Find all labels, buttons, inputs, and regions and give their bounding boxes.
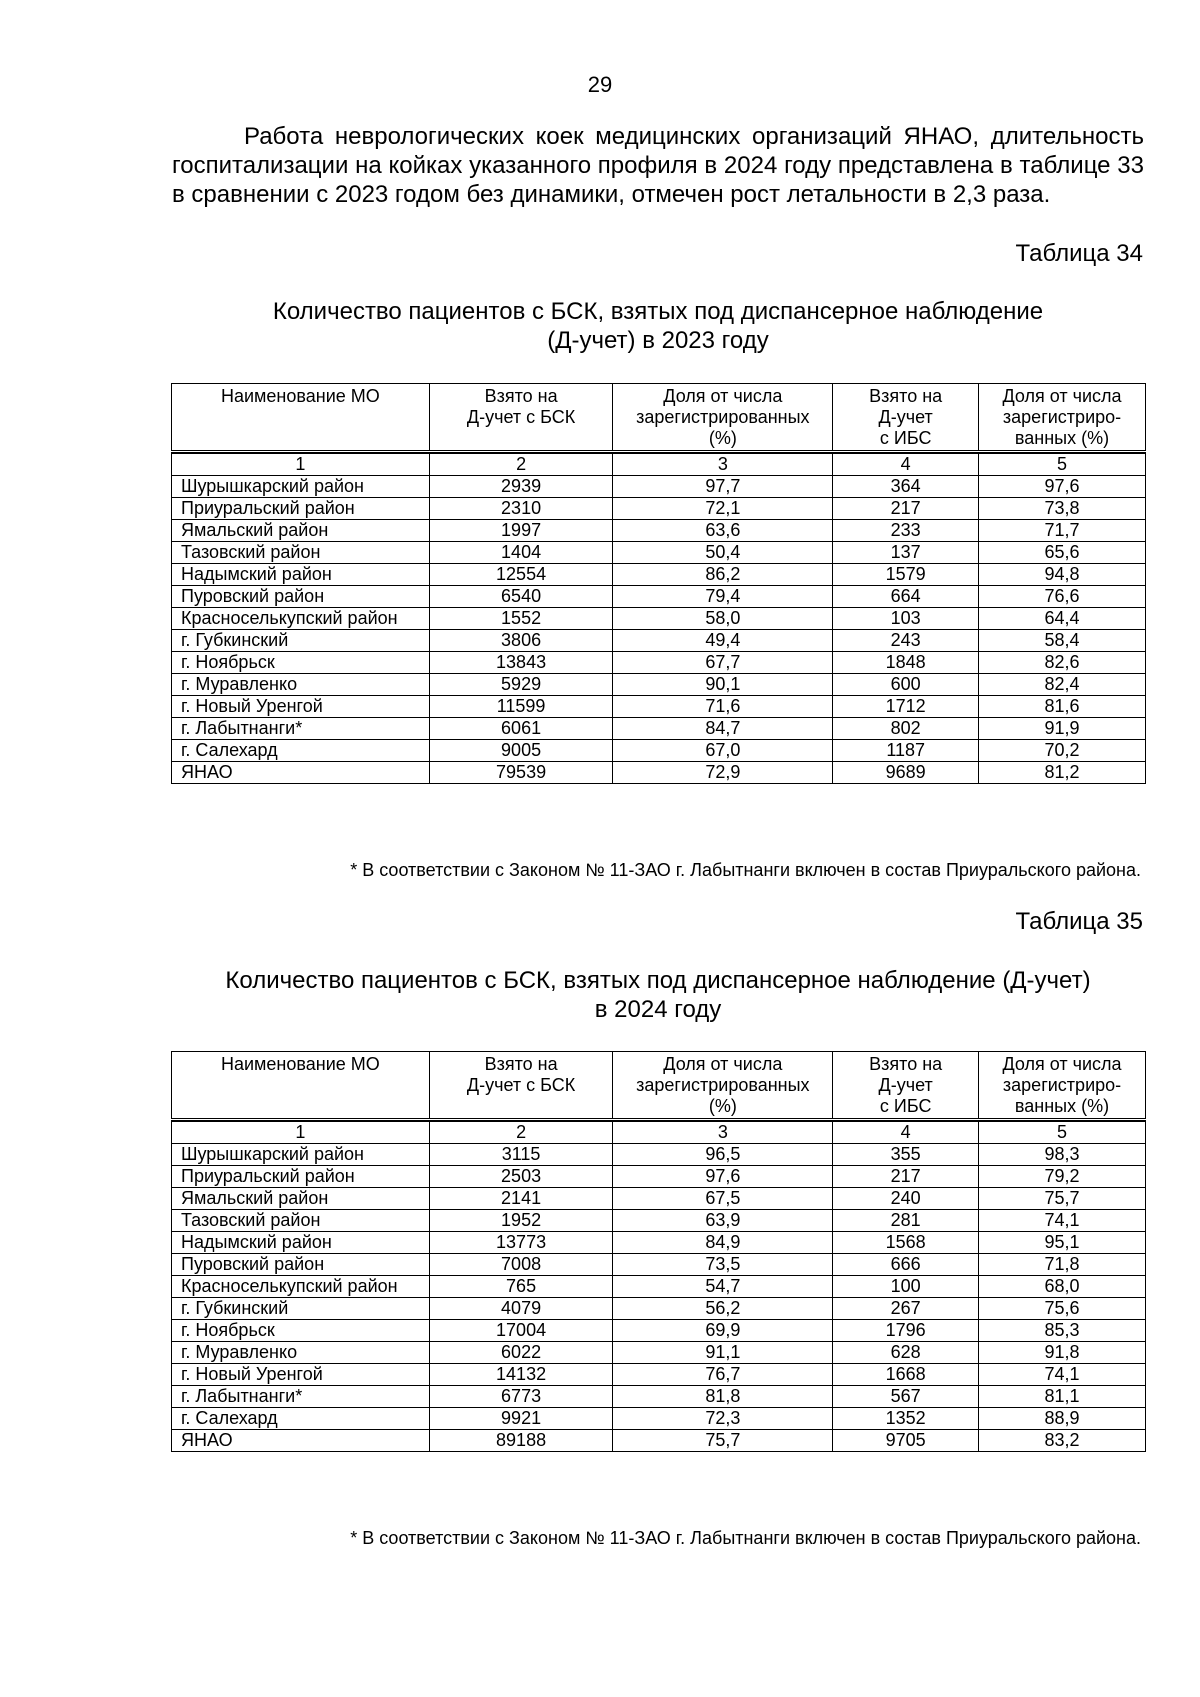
intro-paragraph: Работа неврологических коек медицинских организаций ЯНАО, длительность госпитализации на койках указанного профиля в 2024 году представлена в таблице 33 в сравнении с 2023 годом без динамики, отмечен рост летальности в 2,3 раза. [172, 123, 1144, 208]
table-34-body [172, 476, 1146, 784]
row-value-cell: 70,2 [979, 740, 1146, 762]
header-share-registered-ibs: Доля от числа зарегистриро- ванных (%) [979, 1052, 1146, 1120]
row-value-cell: 240 [833, 1188, 979, 1210]
page-number: 29 [587, 72, 613, 97]
row-value-cell: 664 [833, 586, 979, 608]
row-value-cell: 97,6 [613, 1166, 833, 1188]
row-value-cell: 54,7 [613, 1276, 833, 1298]
row-name-cell: Надымский район [172, 564, 430, 586]
row-value-cell: 97,7 [613, 476, 833, 498]
row-value-cell: 50,4 [613, 542, 833, 564]
table-row [172, 1276, 1146, 1298]
table-row [172, 762, 1146, 784]
row-value-cell: 6022 [429, 1342, 613, 1364]
table-header-row [172, 384, 1146, 452]
col-number: 4 [833, 1122, 979, 1144]
table-row [172, 1386, 1146, 1408]
row-value-cell: 88,9 [979, 1408, 1146, 1430]
table-35-label: Таблица 35 [1015, 908, 1143, 935]
table-row [172, 1254, 1146, 1276]
col-number: 5 [979, 1122, 1146, 1144]
table-row [172, 542, 1146, 564]
row-value-cell: 67,5 [613, 1188, 833, 1210]
row-value-cell: 1952 [429, 1210, 613, 1232]
column-number-row [172, 454, 1146, 476]
row-value-cell: 217 [833, 498, 979, 520]
row-value-cell: 83,2 [979, 1430, 1146, 1452]
row-name-cell: Шурышкарский район [172, 1144, 430, 1166]
table-row [172, 1166, 1146, 1188]
col-number: 1 [172, 1122, 430, 1144]
header-share-registered: Доля от числа зарегистрированных (%) [613, 384, 833, 452]
row-value-cell: 1796 [833, 1320, 979, 1342]
table-row [172, 1320, 1146, 1342]
row-value-cell: 12554 [429, 564, 613, 586]
col-number: 3 [613, 454, 833, 476]
row-value-cell: 3806 [429, 630, 613, 652]
row-value-cell: 97,6 [979, 476, 1146, 498]
col-number: 2 [429, 1122, 613, 1144]
row-value-cell: 765 [429, 1276, 613, 1298]
row-value-cell: 63,9 [613, 1210, 833, 1232]
row-value-cell: 75,7 [979, 1188, 1146, 1210]
row-name-cell: Шурышкарский район [172, 476, 430, 498]
table-35-body [172, 1144, 1146, 1452]
row-value-cell: 74,1 [979, 1210, 1146, 1232]
row-value-cell: 1848 [833, 652, 979, 674]
row-value-cell: 95,1 [979, 1232, 1146, 1254]
table-row [172, 718, 1146, 740]
row-value-cell: 666 [833, 1254, 979, 1276]
row-value-cell: 67,7 [613, 652, 833, 674]
row-name-cell: ЯНАО [172, 762, 430, 784]
table-35-title-line2: в 2024 году [594, 996, 722, 1023]
row-name-cell: Тазовский район [172, 1210, 430, 1232]
table-row [172, 1144, 1146, 1166]
row-value-cell: 79,4 [613, 586, 833, 608]
table-row [172, 1430, 1146, 1452]
row-value-cell: 2939 [429, 476, 613, 498]
row-name-cell: г. Муравленко [172, 1342, 430, 1364]
table-35-title-line1: Количество пациентов с БСК, взятых под диспансерное наблюдение (Д-учет) [225, 967, 1091, 994]
row-name-cell: Красноселькупский район [172, 608, 430, 630]
row-value-cell: 100 [833, 1276, 979, 1298]
row-value-cell: 85,3 [979, 1320, 1146, 1342]
table-34-title-line2: (Д-учет) в 2023 году [547, 327, 769, 354]
row-value-cell: 81,8 [613, 1386, 833, 1408]
table-35-title [172, 966, 1144, 1024]
row-value-cell: 364 [833, 476, 979, 498]
table-header-row [172, 1052, 1146, 1120]
row-name-cell: Пуровский район [172, 586, 430, 608]
row-name-cell: Ямальский район [172, 520, 430, 542]
row-value-cell: 233 [833, 520, 979, 542]
row-value-cell: 5929 [429, 674, 613, 696]
row-name-cell: Пуровский район [172, 1254, 430, 1276]
row-value-cell: 1997 [429, 520, 613, 542]
row-name-cell: ЯНАО [172, 1430, 430, 1452]
row-value-cell: 49,4 [613, 630, 833, 652]
row-value-cell: 137 [833, 542, 979, 564]
row-name-cell: г. Лабытнанги* [172, 718, 430, 740]
row-value-cell: 91,8 [979, 1342, 1146, 1364]
row-value-cell: 3115 [429, 1144, 613, 1166]
row-name-cell: Ямальский район [172, 1188, 430, 1210]
row-value-cell: 6061 [429, 718, 613, 740]
row-value-cell: 82,4 [979, 674, 1146, 696]
row-value-cell: 1668 [833, 1364, 979, 1386]
table-row [172, 476, 1146, 498]
table-row [172, 608, 1146, 630]
row-name-cell: г. Ноябрьск [172, 652, 430, 674]
row-value-cell: 84,9 [613, 1232, 833, 1254]
col-number: 5 [979, 454, 1146, 476]
table-row [172, 1364, 1146, 1386]
table-row [172, 520, 1146, 542]
row-value-cell: 72,3 [613, 1408, 833, 1430]
row-value-cell: 2141 [429, 1188, 613, 1210]
table-row [172, 1188, 1146, 1210]
table-row [172, 564, 1146, 586]
row-value-cell: 76,7 [613, 1364, 833, 1386]
row-value-cell: 1568 [833, 1232, 979, 1254]
row-value-cell: 74,1 [979, 1364, 1146, 1386]
row-name-cell: г. Губкинский [172, 630, 430, 652]
row-value-cell: 217 [833, 1166, 979, 1188]
header-mo: Наименование МО [172, 384, 430, 452]
table-row [172, 696, 1146, 718]
header-taken-ibs: Взято на Д-учет с ИБС [833, 1052, 979, 1120]
row-value-cell: 1579 [833, 564, 979, 586]
row-value-cell: 67,0 [613, 740, 833, 762]
table-34 [171, 383, 1146, 784]
row-value-cell: 90,1 [613, 674, 833, 696]
row-value-cell: 71,7 [979, 520, 1146, 542]
row-value-cell: 4079 [429, 1298, 613, 1320]
row-value-cell: 82,6 [979, 652, 1146, 674]
row-value-cell: 628 [833, 1342, 979, 1364]
table-34-title [172, 297, 1144, 355]
row-name-cell: г. Новый Уренгой [172, 1364, 430, 1386]
row-value-cell: 9921 [429, 1408, 613, 1430]
row-value-cell: 13843 [429, 652, 613, 674]
row-name-cell: Приуральский район [172, 498, 430, 520]
table-row [172, 498, 1146, 520]
table-35-footnote: * В соответствии с Законом № 11-ЗАО г. Лабытнанги включен в состав Приуральского района. [350, 1528, 1141, 1548]
row-value-cell: 17004 [429, 1320, 613, 1342]
row-name-cell: г. Салехард [172, 1408, 430, 1430]
row-name-cell: г. Новый Уренгой [172, 696, 430, 718]
col-number: 1 [172, 454, 430, 476]
row-value-cell: 84,7 [613, 718, 833, 740]
row-value-cell: 6773 [429, 1386, 613, 1408]
row-value-cell: 11599 [429, 696, 613, 718]
row-value-cell: 267 [833, 1298, 979, 1320]
table-row [172, 630, 1146, 652]
row-value-cell: 96,5 [613, 1144, 833, 1166]
row-value-cell: 68,0 [979, 1276, 1146, 1298]
row-value-cell: 86,2 [613, 564, 833, 586]
header-mo: Наименование МО [172, 1052, 430, 1120]
table-row [172, 674, 1146, 696]
row-value-cell: 9705 [833, 1430, 979, 1452]
row-value-cell: 69,9 [613, 1320, 833, 1342]
row-value-cell: 9689 [833, 762, 979, 784]
row-value-cell: 89188 [429, 1430, 613, 1452]
table-34-label: Таблица 34 [1015, 240, 1143, 267]
table-row [172, 1232, 1146, 1254]
row-value-cell: 94,8 [979, 564, 1146, 586]
header-share-registered-ibs: Доля от числа зарегистриро- ванных (%) [979, 384, 1146, 452]
row-value-cell: 2310 [429, 498, 613, 520]
row-value-cell: 9005 [429, 740, 613, 762]
table-row [172, 1210, 1146, 1232]
col-number: 3 [613, 1122, 833, 1144]
row-value-cell: 91,9 [979, 718, 1146, 740]
row-value-cell: 81,2 [979, 762, 1146, 784]
row-value-cell: 103 [833, 608, 979, 630]
table-row [172, 1408, 1146, 1430]
table-row [172, 740, 1146, 762]
row-name-cell: Тазовский район [172, 542, 430, 564]
row-name-cell: г. Ноябрьск [172, 1320, 430, 1342]
row-value-cell: 73,8 [979, 498, 1146, 520]
row-value-cell: 79,2 [979, 1166, 1146, 1188]
row-value-cell: 1712 [833, 696, 979, 718]
table-35 [171, 1051, 1146, 1452]
row-value-cell: 81,1 [979, 1386, 1146, 1408]
table-34-title-line1: Количество пациентов с БСК, взятых под диспансерное наблюдение [272, 298, 1044, 325]
table-row [172, 652, 1146, 674]
row-value-cell: 1187 [833, 740, 979, 762]
row-value-cell: 56,2 [613, 1298, 833, 1320]
row-value-cell: 91,1 [613, 1342, 833, 1364]
row-value-cell: 75,7 [613, 1430, 833, 1452]
row-value-cell: 98,3 [979, 1144, 1146, 1166]
header-taken-bsk: Взято на Д-учет с БСК [429, 1052, 613, 1120]
table-34-footnote: * В соответствии с Законом № 11-ЗАО г. Лабытнанги включен в состав Приуральского района. [350, 860, 1141, 880]
table-row [172, 1342, 1146, 1364]
header-taken-bsk: Взято на Д-учет с БСК [429, 384, 613, 452]
row-value-cell: 1552 [429, 608, 613, 630]
row-value-cell: 63,6 [613, 520, 833, 542]
row-name-cell: г. Салехард [172, 740, 430, 762]
row-name-cell: Красноселькупский район [172, 1276, 430, 1298]
row-value-cell: 65,6 [979, 542, 1146, 564]
row-value-cell: 6540 [429, 586, 613, 608]
row-name-cell: г. Муравленко [172, 674, 430, 696]
table-row [172, 586, 1146, 608]
table-row [172, 1298, 1146, 1320]
header-share-registered: Доля от числа зарегистрированных (%) [613, 1052, 833, 1120]
row-value-cell: 7008 [429, 1254, 613, 1276]
row-value-cell: 14132 [429, 1364, 613, 1386]
row-value-cell: 72,9 [613, 762, 833, 784]
row-name-cell: Приуральский район [172, 1166, 430, 1188]
row-value-cell: 13773 [429, 1232, 613, 1254]
row-value-cell: 58,4 [979, 630, 1146, 652]
row-value-cell: 243 [833, 630, 979, 652]
row-value-cell: 81,6 [979, 696, 1146, 718]
row-value-cell: 71,6 [613, 696, 833, 718]
row-value-cell: 73,5 [613, 1254, 833, 1276]
row-name-cell: Надымский район [172, 1232, 430, 1254]
row-value-cell: 2503 [429, 1166, 613, 1188]
row-value-cell: 802 [833, 718, 979, 740]
col-number: 4 [833, 454, 979, 476]
column-number-row [172, 1122, 1146, 1144]
row-value-cell: 355 [833, 1144, 979, 1166]
row-value-cell: 76,6 [979, 586, 1146, 608]
row-value-cell: 281 [833, 1210, 979, 1232]
header-taken-ibs: Взято на Д-учет с ИБС [833, 384, 979, 452]
row-value-cell: 1404 [429, 542, 613, 564]
row-name-cell: г. Губкинский [172, 1298, 430, 1320]
row-value-cell: 75,6 [979, 1298, 1146, 1320]
row-value-cell: 600 [833, 674, 979, 696]
row-value-cell: 567 [833, 1386, 979, 1408]
row-name-cell: г. Лабытнанги* [172, 1386, 430, 1408]
col-number: 2 [429, 454, 613, 476]
row-value-cell: 72,1 [613, 498, 833, 520]
row-value-cell: 64,4 [979, 608, 1146, 630]
row-value-cell: 1352 [833, 1408, 979, 1430]
row-value-cell: 58,0 [613, 608, 833, 630]
row-value-cell: 71,8 [979, 1254, 1146, 1276]
row-value-cell: 79539 [429, 762, 613, 784]
